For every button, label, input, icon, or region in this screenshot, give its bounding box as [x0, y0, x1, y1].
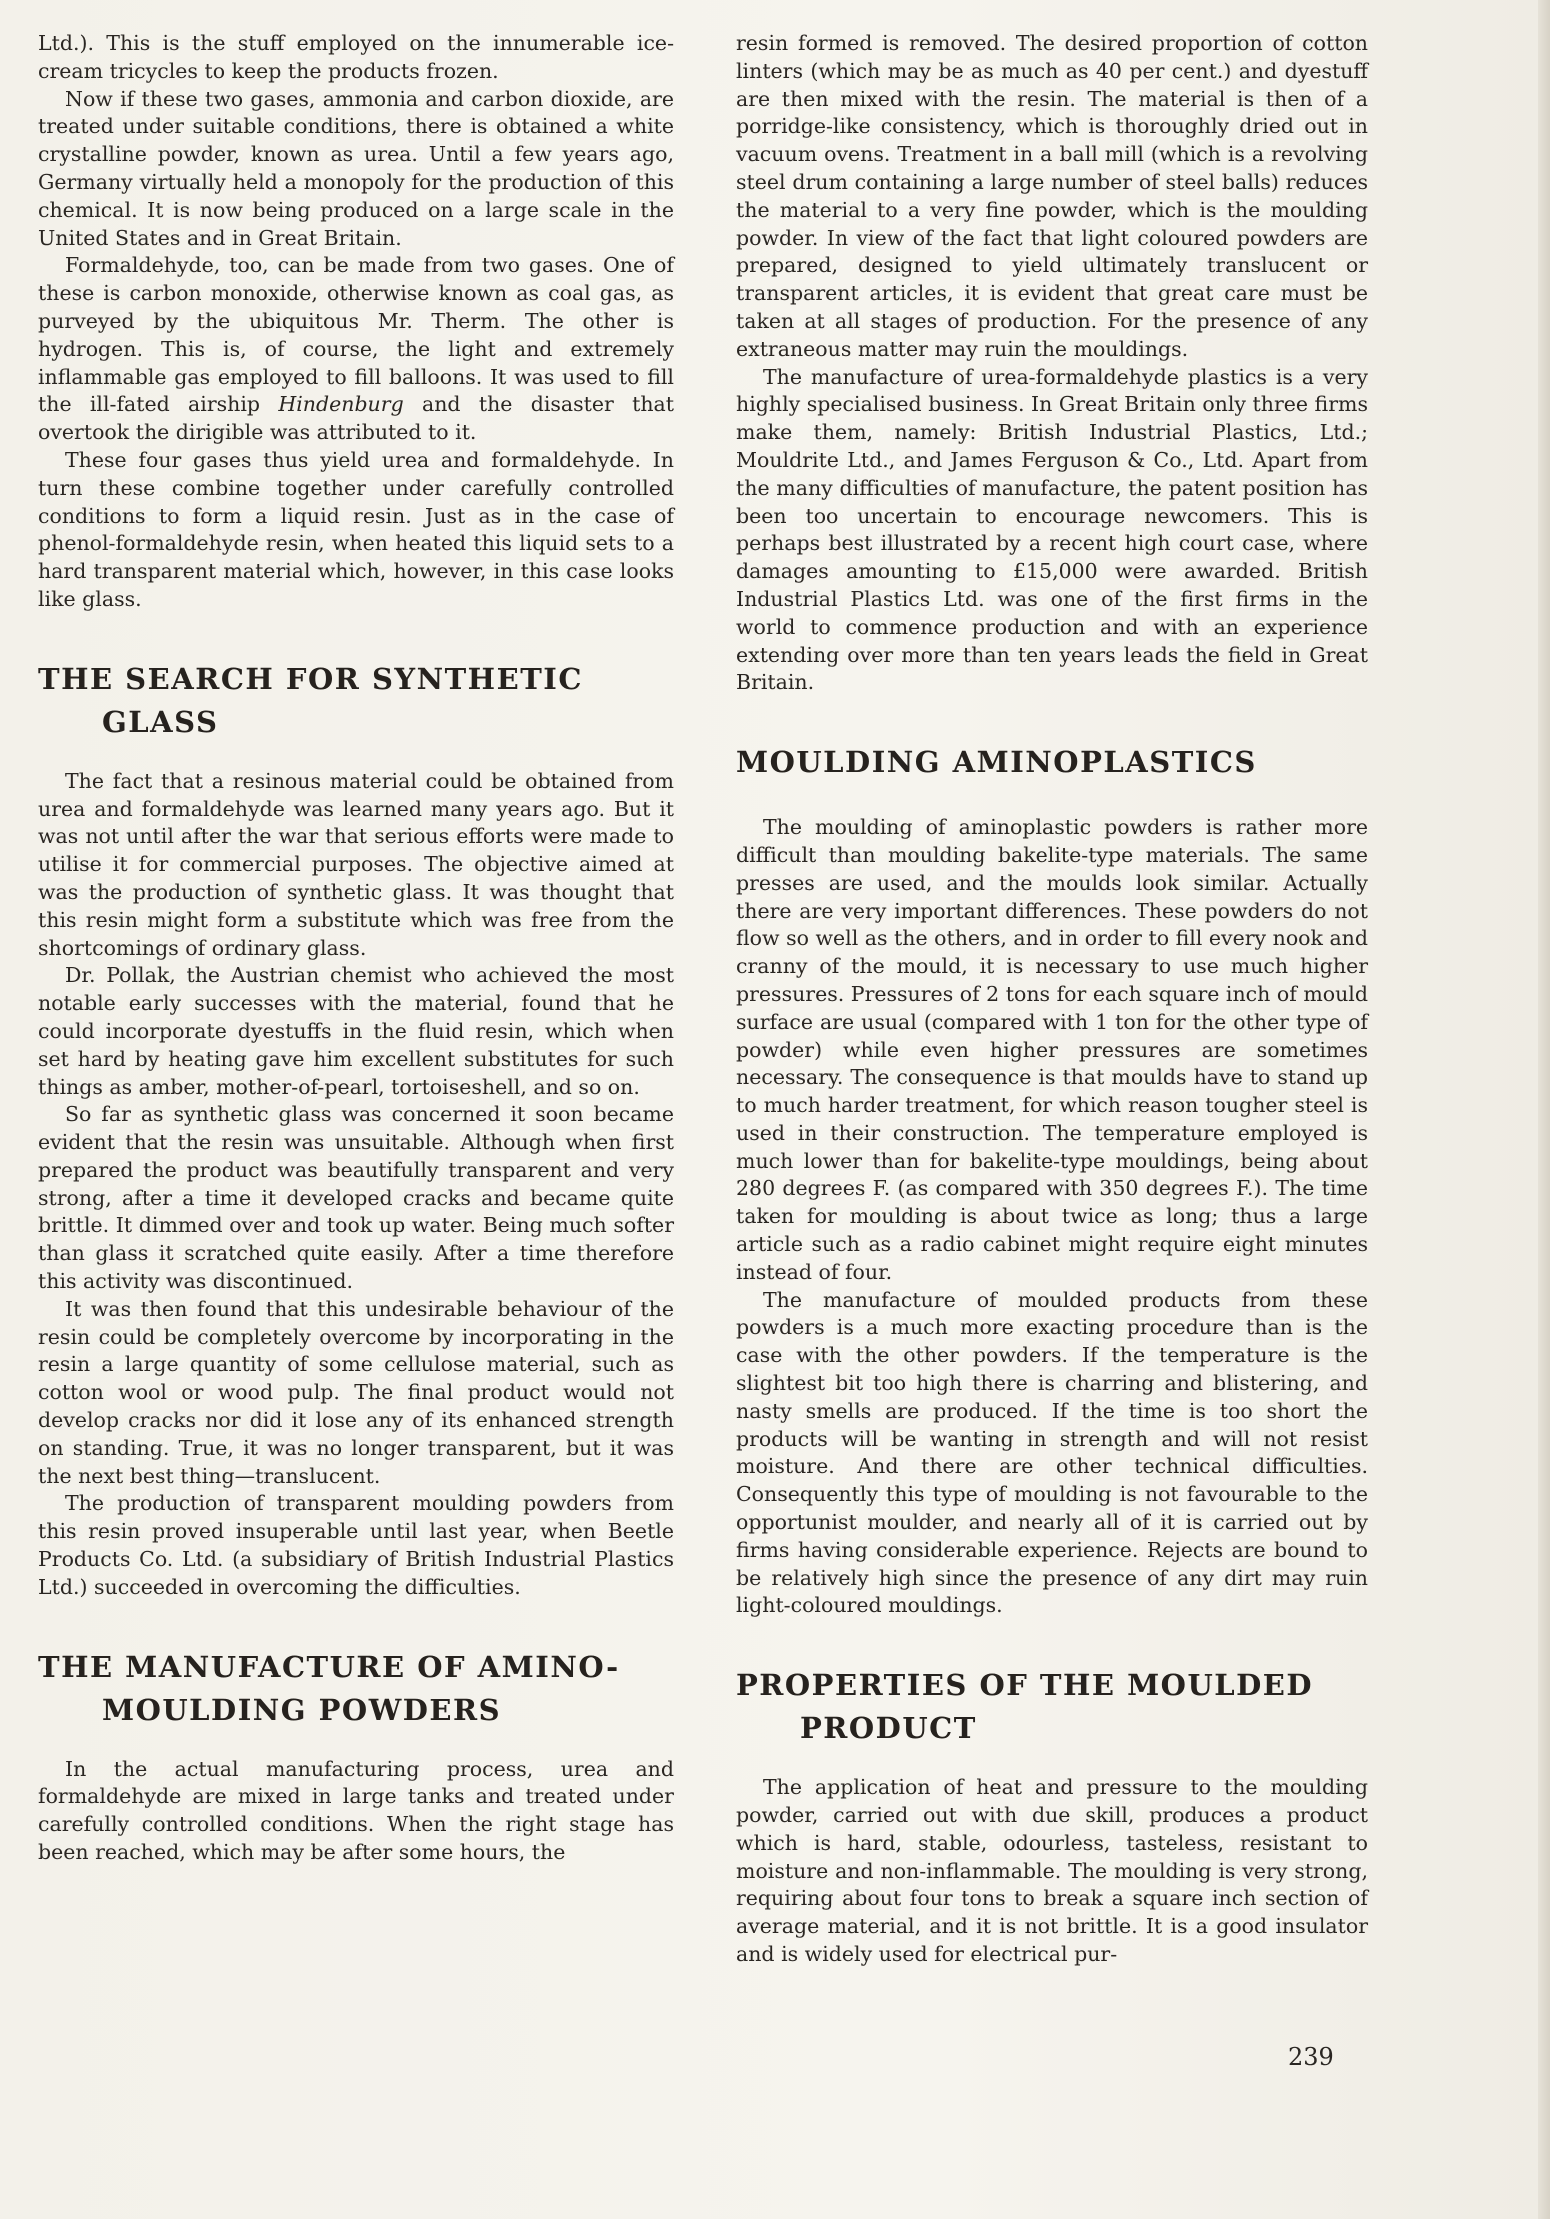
paragraph: The production of transparent moulding powders from this resin proved insuperable until last year, when Beetle Products Co. Ltd. (a subsidiary of British Industrial Plastics Ltd.) succeeded in overcoming the difficulties.	[38, 1491, 674, 1599]
paragraph: The moulding of aminoplastic powders is rather more difficult than moulding bakelite-type materials. The same presses are used, and the moulds look similar. Actually there are very important differences. These powders do not flow so well as the others, and in order to fill every nook and cranny of the mould, it is necessary to use much higher pressures. Pressures of 2 tons for each square inch of mould surface are usual (compared with 1 ton for the other type of powder) while even higher pressures are sometimes necessary. The consequence is that moulds have to stand up to much harder treatment, for which reason tougher steel is used in their construction. The temperature employed is much lower than for bakelite-type mouldings, being about 280 degrees F. (as compared with 350 degrees F.). The time taken for moulding is about twice as long; thus a large article such as a radio cabinet might require eight minutes instead of four.	[736, 815, 1368, 1284]
paragraph: The manufacture of urea-formaldehyde plastics is a very highly specialised business. In Great Britain only three firms make them, namely: British Industrial Plastics, Ltd.; Mouldrite Ltd., and James Ferguson & Co., Ltd. Apart from the many difficulties of manufacture, the patent position has been too uncertain to encourage newcomers. This is perhaps best illustrated by a recent high court case, where damages amounting to £15,000 were awarded. British Industrial Plastics Ltd. was one of the first firms in the world to commence production and with an experience extending over more than ten years leads the field in Great Britain.	[736, 364, 1368, 695]
paragraph: resin formed is removed. The desired proportion of cotton linters (which may be as much as 40 per cent.) and dyestuff are then mixed with the resin. The material is then of a porridge-like consistency, which is thoroughly dried out in vacuum ovens. Treatment in a ball mill (which is a revolving steel drum containing a large number of steel balls) reduces the material to a very fine powder, which is the moulding powder. In view of the fact that light coloured powders are prepared, designed to yield ultimately translucent or transparent articles, it is evident that great care must be taken at all stages of production. For the presence of any extraneous matter may ruin the mouldings.	[736, 31, 1368, 361]
section-heading: PROPERTIES OF THE MOULDED PRODUCT	[736, 1668, 1314, 1746]
paragraph: It was then found that this undesirable behaviour of the resin could be completely overcome by incorporating in the resin a large quantity of some cellulose material, such as cotton wool or wood pulp. The final product would not develop cracks nor did it lose any of its enhanced strength on standing. True, it was no longer transparent, but it was the next best thing—translucent.	[38, 1296, 674, 1488]
right-column	[736, 30, 1368, 1969]
paragraph: The manufacture of moulded products from these powders is a much more exacting procedure than is the case with the other powders. If the temperature is the slightest bit too high there is charring and blistering, and nasty smells are produced. If the time is too short the products will be wanting in strength and will not resist moisture. And there are other technical difficulties. Consequently this type of moulding is not favourable to the opportunist moulder, and nearly all of it is carried out by firms having considerable experience. Rejects are bound to be relatively high since the presence of any dirt may ruin light-coloured mouldings.	[736, 1287, 1368, 1618]
paragraph-text: and the disaster that overtook the dirigible was attributed to it.	[38, 392, 675, 445]
paragraph-text: Formaldehyde, too, can be made from two gases. One of these is carbon monoxide, otherwise known as coal gas, as purveyed by the ubiquitous Mr. Therm. The other is hydrogen. This is, of course, the light and extremely inflammable gas employed to fill balloons. It was used to fill the ill-fated airship	[38, 253, 674, 417]
paragraph: Dr. Pollak, the Austrian chemist who achieved the most notable early successes with the material, found that he could incorporate dyestuffs in the fluid resin, which when set hard by heating gave him excellent substitutes for such things as amber, mother-of-pearl, tortoiseshell, and so on.	[38, 963, 674, 1099]
page-spine-shadow	[1538, 0, 1550, 2219]
paragraph: These four gases thus yield urea and formaldehyde. In turn these combine together under carefully controlled conditions to form a liquid resin. Just as in the case of phenol-formaldehyde resin, when heated this liquid sets to a hard transparent material which, however, in this case looks like glass.	[38, 447, 674, 611]
left-column	[38, 30, 674, 1867]
section-heading: THE MANUFACTURE OF AMINO-MOULDING POWDERS	[38, 1649, 620, 1727]
page-number: 239	[1288, 2043, 1334, 2071]
italic-ship-name: Hindenburg	[278, 392, 404, 417]
section-heading: MOULDING AMINOPLASTICS	[736, 745, 1257, 780]
paragraph	[38, 252, 674, 447]
paragraph: In the actual manufacturing process, urea and formaldehyde are mixed in large tanks and treated under carefully controlled conditions. When the right stage has been reached, which may be after some hours, the	[38, 1756, 674, 1865]
paragraph: So far as synthetic glass was concerned it soon became evident that the resin was unsuitable. Although when first prepared the product was beautifully transparent and very strong, after a time it developed cracks and became quite brittle. It dimmed over and took up water. Being much softer than glass it scratched quite easily. After a time therefore this activity was discontinued.	[38, 1102, 674, 1294]
paragraph: The application of heat and pressure to the moulding powder, carried out with due skill, produces a product which is hard, stable, odourless, tasteless, resistant to moisture and non-inflammable. The moulding is very strong, requiring about four tons to break a square inch section of average material, and it is not brittle. It is a good insulator and is widely used for electrical pur-	[736, 1775, 1368, 1967]
paragraph: The fact that a resinous material could be obtained from urea and formaldehyde was learned many years ago. But it was not until after the war that serious efforts were made to utilise it for commercial purposes. The objective aimed at was the production of synthetic glass. It was thought that this resin might form a substitute which was free from the shortcomings of ordinary glass.	[38, 768, 674, 960]
section-heading: THE SEARCH FOR SYNTHETIC GLASS	[38, 661, 583, 739]
paragraph: Now if these two gases, ammonia and carbon dioxide, are treated under suitable conditions, there is obtained a white crystalline powder, known as urea. Until a few years ago, Germany virtually held a monopoly for the production of this chemical. It is now being produced on a large scale in the United States and in Great Britain.	[38, 86, 674, 250]
paragraph: Ltd.). This is the stuff employed on the innumerable ice-cream tricycles to keep the products frozen.	[38, 31, 674, 83]
